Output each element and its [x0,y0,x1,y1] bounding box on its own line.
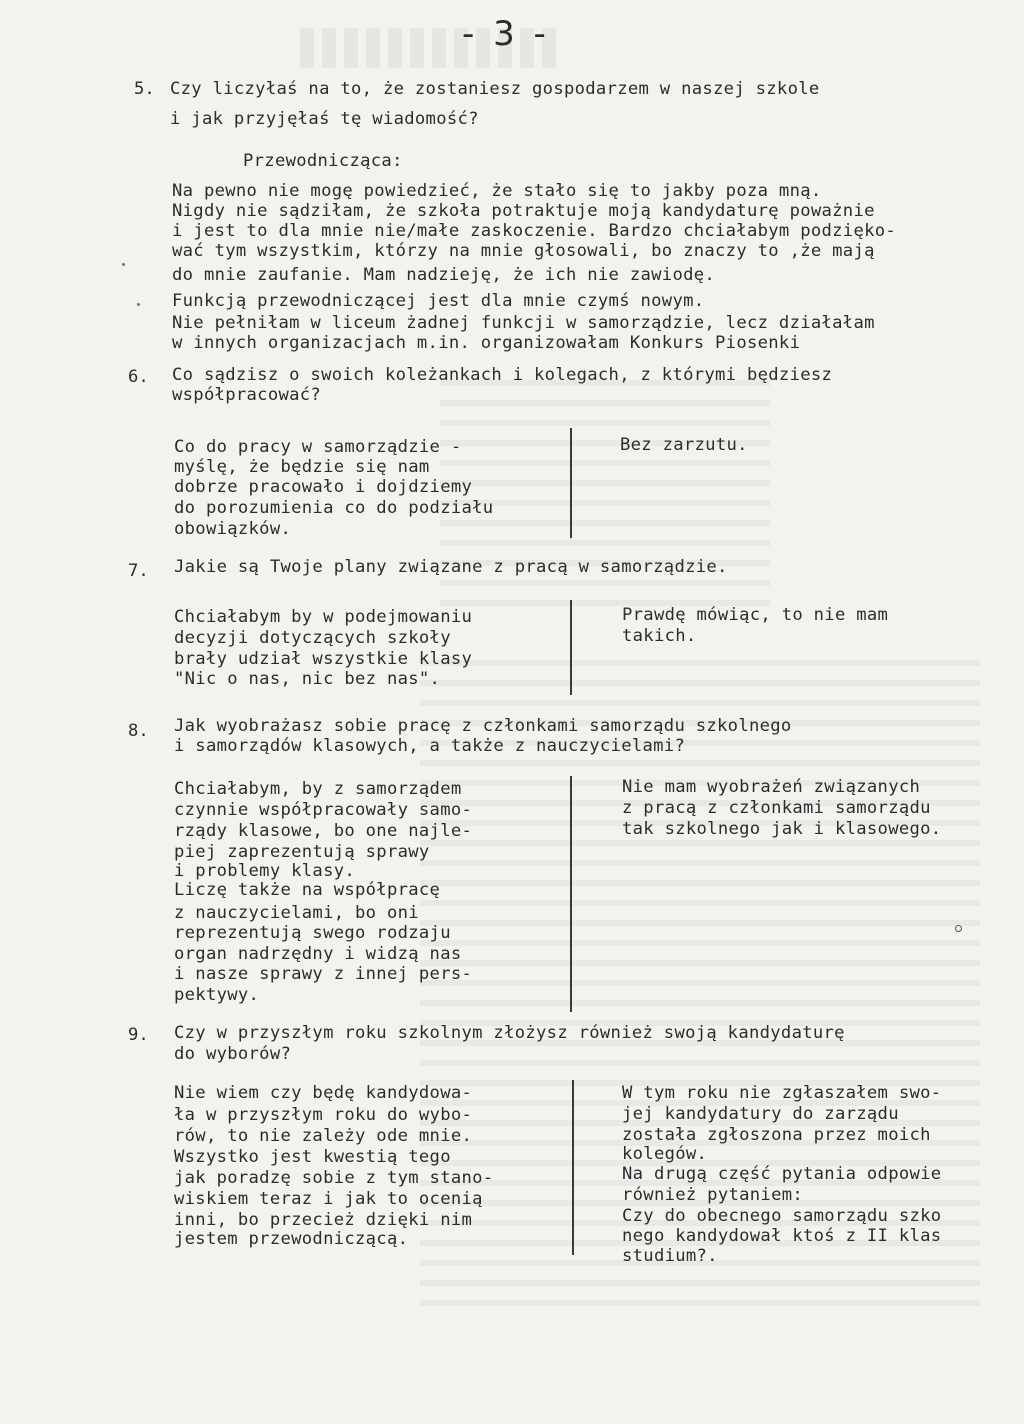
left-answer-line: pektywy. [174,985,260,1005]
left-answer-line: obowiązków. [174,519,292,539]
question-number: 5. [134,79,155,99]
left-answer-line: Wszystko jest kwestią tego [174,1147,451,1167]
answer-line: Na pewno nie mogę powiedzieć, że stało się to jakby poza mną. [172,181,822,201]
answer-line: i jest to dla mnie nie/małe zaskoczenie. Bardzo chciałabym podzięko- [172,221,897,241]
left-answer-line: wiskiem teraz i jak to ocenią [174,1189,483,1209]
left-answer-line: Nie wiem czy będę kandydowa- [174,1083,473,1103]
left-answer-line: rządy klasowe, bo one najle- [174,821,473,841]
column-divider [570,428,572,538]
left-answer-line: Liczę także na współpracę [174,880,441,900]
right-answer-line: W tym roku nie zgłaszałem swo- [622,1083,942,1103]
right-answer-line: również pytaniem: [622,1185,804,1205]
question-text: Jakie są Twoje plany związane z pracą w samorządzie. [174,557,728,577]
left-answer-line: czynnie współpracowały samo- [174,800,473,820]
left-answer-line: jestem przewodniczącą. [174,1229,409,1249]
right-answer-line: kolegów. [622,1144,708,1164]
right-answer-line: jej kandydatury do zarządu [622,1104,899,1124]
left-answer-line: piej zaprezentują sprawy [174,842,430,862]
right-answer-line: Czy do obecnego samorządu szko [622,1206,942,1226]
answer-line: wać tym wszystkim, którzy na mnie głosowali, bo znaczy to ,że mają [172,241,875,261]
column-divider [570,600,572,695]
left-answer-line: myślę, że będzie się nam [174,457,430,477]
question-text: i samorządów klasowych, a także z nauczycielami? [174,736,686,756]
left-answer-line: ła w przyszłym roku do wybo- [174,1105,473,1125]
column-divider [570,776,572,1012]
left-answer-line: z nauczycielami, bo oni [174,903,419,923]
left-answer-line: brały udział wszystkie klasy [174,649,473,669]
column-divider [572,1080,574,1255]
right-answer-line: z pracą z członkami samorządu [622,798,931,818]
question-text: i jak przyjęłaś tę wiadomość? [170,109,479,129]
left-answer-line: inni, bo przecież dzięki nim [174,1210,473,1230]
page-number: - 3 - [462,14,550,54]
answer-line: Funkcją przewodniczącej jest dla mnie czymś nowym. [172,291,705,311]
right-answer-line: Nie mam wyobrażeń związanych [622,777,921,797]
right-answer-line: Na drugą część pytania odpowie [622,1164,942,1184]
left-answer-line: organ nadrzędny i widzą nas [174,944,462,964]
scan-speck [955,925,962,932]
question-number: 6. [128,367,149,387]
question-text: Co sądzisz o swoich koleżankach i kolegach, z którymi będziesz [172,365,833,385]
left-answer-line: Chciałabym by w podejmowaniu [174,607,473,627]
left-answer-line: i nasze sprawy z innej pers- [174,964,473,984]
right-answer-line: Prawdę mówiąc, to nie mam [622,605,889,625]
scan-speck [122,263,125,266]
question-text: Czy w przyszłym roku szkolnym złożysz również swoją kandydaturę [174,1023,845,1043]
scan-speck [137,303,140,306]
left-answer-line: "Nic o nas, nic bez nas". [174,669,441,689]
question-number: 9. [128,1025,149,1045]
question-text: do wyborów? [174,1044,292,1064]
question-text: współpracować? [172,385,322,405]
left-answer-line: jak poradzę sobie z tym stano- [174,1168,494,1188]
right-answer-line: tak szkolnego jak i klasowego. [622,819,942,839]
question-text: Czy liczyłaś na to, że zostaniesz gospodarzem w naszej szkole [170,79,820,99]
question-number: 8. [128,721,149,741]
left-answer-line: decyzji dotyczących szkoły [174,628,451,648]
right-answer-line: takich. [622,626,697,646]
left-answer-line: Chciałabym, by z samorządem [174,779,462,799]
right-answer-line: została zgłoszona przez moich [622,1125,931,1145]
question-number: 7. [128,561,149,581]
answer-line: do mnie zaufanie. Mam nadzieję, że ich nie zawiodę. [172,265,716,285]
speaker-label: Przewodnicząca: [243,151,403,171]
left-answer-line: reprezentują swego rodzaju [174,923,451,943]
right-answer-line: nego kandydował ktoś z II klas [622,1226,942,1246]
right-answer-line: Bez zarzutu. [620,435,748,455]
answer-line: w innych organizacjach m.in. organizowałam Konkurs Piosenki [172,333,801,353]
left-answer-line: rów, to nie zależy ode mnie. [174,1126,473,1146]
left-answer-line: Co do pracy w samorządzie - [174,437,462,457]
question-text: Jak wyobrażasz sobie pracę z członkami samorządu szkolnego [174,716,792,736]
left-answer-line: do porozumienia co do podziału [174,498,494,518]
answer-line: Nie pełniłam w liceum żadnej funkcji w samorządzie, lecz działałam [172,313,875,333]
right-answer-line: studium?. [622,1246,718,1266]
left-answer-line: i problemy klasy. [174,861,356,881]
left-answer-line: dobrze pracowało i dojdziemy [174,477,473,497]
answer-line: Nigdy nie sądziłam, że szkoła potraktuje moją kandydaturę poważnie [172,201,875,221]
